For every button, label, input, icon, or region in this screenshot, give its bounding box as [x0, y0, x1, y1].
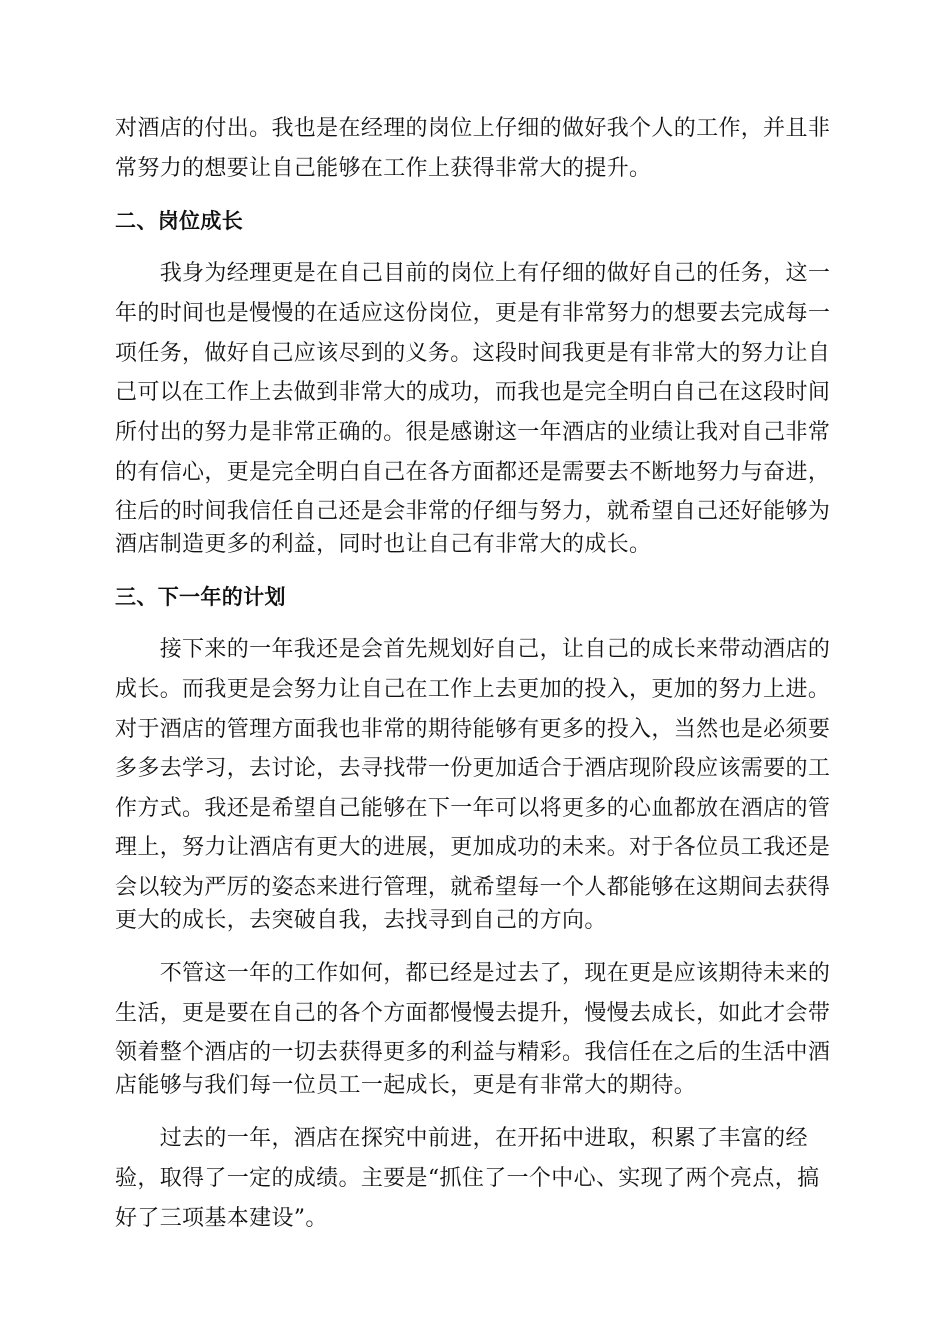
paragraph-line: 年的时间也是慢慢的在适应这份岗位，更是有非常努力的想要去完成每一 [115, 301, 831, 326]
paragraph-line: 过去的一年，酒店在探究中前进，在开拓中进取，积累了丰富的经 [115, 1126, 808, 1151]
paragraph-line: 我身为经理更是在自己目前的岗位上有仔细的做好自己的任务，这一 [115, 261, 831, 286]
paragraph-line: 往后的时间我信任自己还是会非常的仔细与努力，就希望自己还好能够为 [115, 499, 831, 524]
paragraph-line: 更大的成长，去突破自我，去找寻到自己的方向。 [115, 908, 607, 933]
section-heading-job-growth: 二、岗位成长 [115, 209, 244, 233]
paragraph-line: 会以较为严厉的姿态来进行管理，就希望每一个人都能够在这期间去获得 [115, 875, 831, 900]
paragraph-line: 多多去学习，去讨论，去寻找带一份更加适合于酒店现阶段应该需要的工 [115, 756, 831, 781]
paragraph-line: 酒店制造更多的利益，同时也让自己有非常大的成长。 [115, 532, 652, 557]
paragraph-line: 常努力的想要让自己能够在工作上获得非常大的提升。 [115, 156, 652, 181]
paragraph-line: 理上，努力让酒店有更大的进展，更加成功的未来。对于各位员工我还是 [115, 835, 831, 860]
paragraph-line: 成长。而我更是会努力让自己在工作上去更加的投入，更加的努力上进。 [115, 677, 831, 702]
paragraph-line: 所付出的努力是非常正确的。很是感谢这一年酒店的业绩让我对自己非常 [115, 420, 831, 445]
paragraph-line: 己可以在工作上去做到非常大的成功，而我也是完全明白自己在这段时间 [115, 380, 831, 405]
paragraph-line: 对于酒店的管理方面我也非常的期待能够有更多的投入，当然也是必须要 [115, 717, 831, 742]
section-heading-next-year-plan: 三、下一年的计划 [115, 585, 286, 609]
paragraph-line: 店能够与我们每一位员工一起成长，更是有非常大的期待。 [115, 1073, 697, 1098]
paragraph-line: 验，取得了一定的成绩。主要是“抓住了一个中心、实现了两个亮点，搞 [115, 1166, 820, 1191]
paragraph-line: 生活，更是要在自己的各个方面都慢慢去提升，慢慢去成长，如此才会带 [115, 1001, 831, 1026]
paragraph-line: 不管这一年的工作如何，都已经是过去了，现在更是应该期待未来的 [115, 961, 831, 986]
paragraph-line: 好了三项基本建设”。 [115, 1206, 328, 1231]
paragraph-line: 领着整个酒店的一切去获得更多的利益与精彩。我信任在之后的生活中酒 [115, 1040, 831, 1065]
paragraph-line: 项任务，做好自己应该尽到的义务。这段时间我更是有非常大的努力让自 [115, 341, 831, 366]
paragraph-line: 对酒店的付出。我也是在经理的岗位上仔细的做好我个人的工作，并且非 [115, 116, 831, 141]
paragraph-line: 作方式。我还是希望自己能够在下一年可以将更多的心血都放在酒店的管 [115, 796, 831, 821]
paragraph-line: 的有信心，更是完全明白自己在各方面都还是需要去不断地努力与奋进， [115, 460, 831, 485]
paragraph-line: 接下来的一年我还是会首先规划好自己，让自己的成长来带动酒店的 [115, 637, 831, 662]
